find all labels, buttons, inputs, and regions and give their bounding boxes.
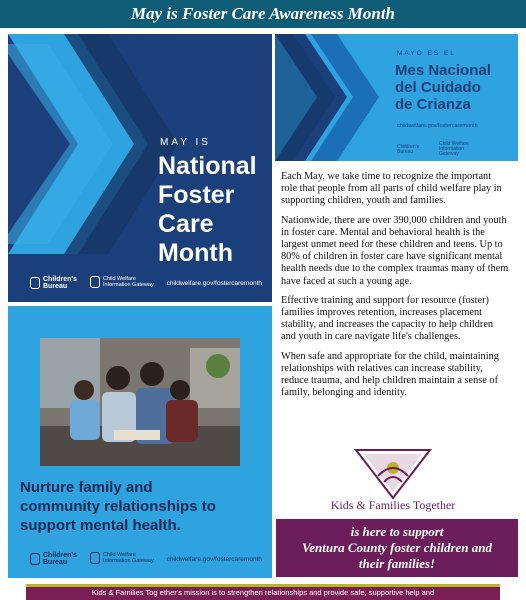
child-welfare-gateway-icon [90,276,100,288]
poster-nurture-slogan-line: community relationships to [20,498,216,515]
poster-main-headline-line: National [158,152,257,180]
poster-nurture-url: childwelfare.gov/fostercaremonth [166,556,262,563]
support-line: their families! [358,556,436,571]
poster-spanish [275,34,518,161]
poster-spanish-logos [397,142,481,157]
poster-main-url: childwelfare.gov/fostercaremonth [166,280,262,287]
childrens-bureau-logo: Children's Bureau [30,276,83,290]
poster-spanish-headline-line: Mes Nacional [395,62,491,79]
child-welfare-gateway-logo: Child Welfare Information Gateway [90,552,163,564]
kft-logo-text: Kids & Families Together [330,498,456,512]
childrens-bureau-logo: Children's Bureau [30,552,83,566]
family-reading-illustration [40,338,240,466]
poster-main-headline-line: Foster [158,181,235,209]
support-line: Ventura County foster children and [302,540,492,555]
poster-main-headline-line: Care [158,210,214,238]
poster-main-headline-line: Month [158,239,233,267]
article-paragraph: When safe and appropriate for the child, maintaining relationships with relatives can increase stability, reduce trauma, and help children maintain a sense of family, belonging and identity. [281,350,499,399]
poster-spanish-pre: MAYO ES EL [397,50,456,57]
support-line: is here to support [350,524,444,539]
childrens-bureau-icon [30,277,40,289]
childrens-bureau-icon [30,553,40,565]
article-body [281,171,509,406]
poster-main-headline [158,152,272,268]
poster-main-pre: MAY IS [160,137,211,148]
poster-spanish-url: childwelfare.gov/fostercaremonth [397,123,478,129]
poster-nurture-family [8,306,272,578]
mission-statement: Kids & Families Tog ether's mission is to strengthen relationships and provide safe, supportive help and [26,584,500,600]
poster-spanish-headline [395,62,518,113]
poster-spanish-headline-line: de Crianza [395,96,471,113]
kft-triangle-icon [326,446,460,500]
poster-national-foster-care-month [8,34,272,302]
article-paragraph: Each May, we take time to recognize the important role that people from all parts of child welfare play in supporting children, youth and families. [281,171,502,207]
poster-spanish-headline-line: del Cuidado [395,79,481,96]
support-callout [276,519,518,577]
poster-main-footer [8,276,272,294]
kids-families-together-logo [326,446,460,520]
poster-nurture-slogan [20,478,270,535]
page-banner-title: May is Foster Care Awareness Month [0,0,526,28]
article-paragraph: Effective training and support for resource (foster) families improves retention, increases placement stability, and increases the capacity to help children and youth in care navigate life's challenges. [281,294,494,343]
article-paragraph: Nationwide, there are over 390,000 children and youth in foster care. Mental and behavioral health is the largest unmet need for these children and teens. Up to 80% of children in foster care have significant mental health needs due to the complex traumas many of them have faced at such a young age. [281,214,509,287]
child-welfare-gateway-icon [90,552,100,564]
family-reading-photo [40,338,240,466]
poster-nurture-footer [8,552,272,570]
childrens-bureau-logo: Children's Bureau [397,143,420,155]
poster-nurture-slogan-line: support mental health. [20,517,181,534]
child-welfare-gateway-logo: Child Welfare Information Gateway [90,276,163,288]
child-welfare-gateway-logo: Child Welfare Information Gateway [439,141,469,157]
poster-nurture-slogan-line: Nurture family and [20,479,153,496]
